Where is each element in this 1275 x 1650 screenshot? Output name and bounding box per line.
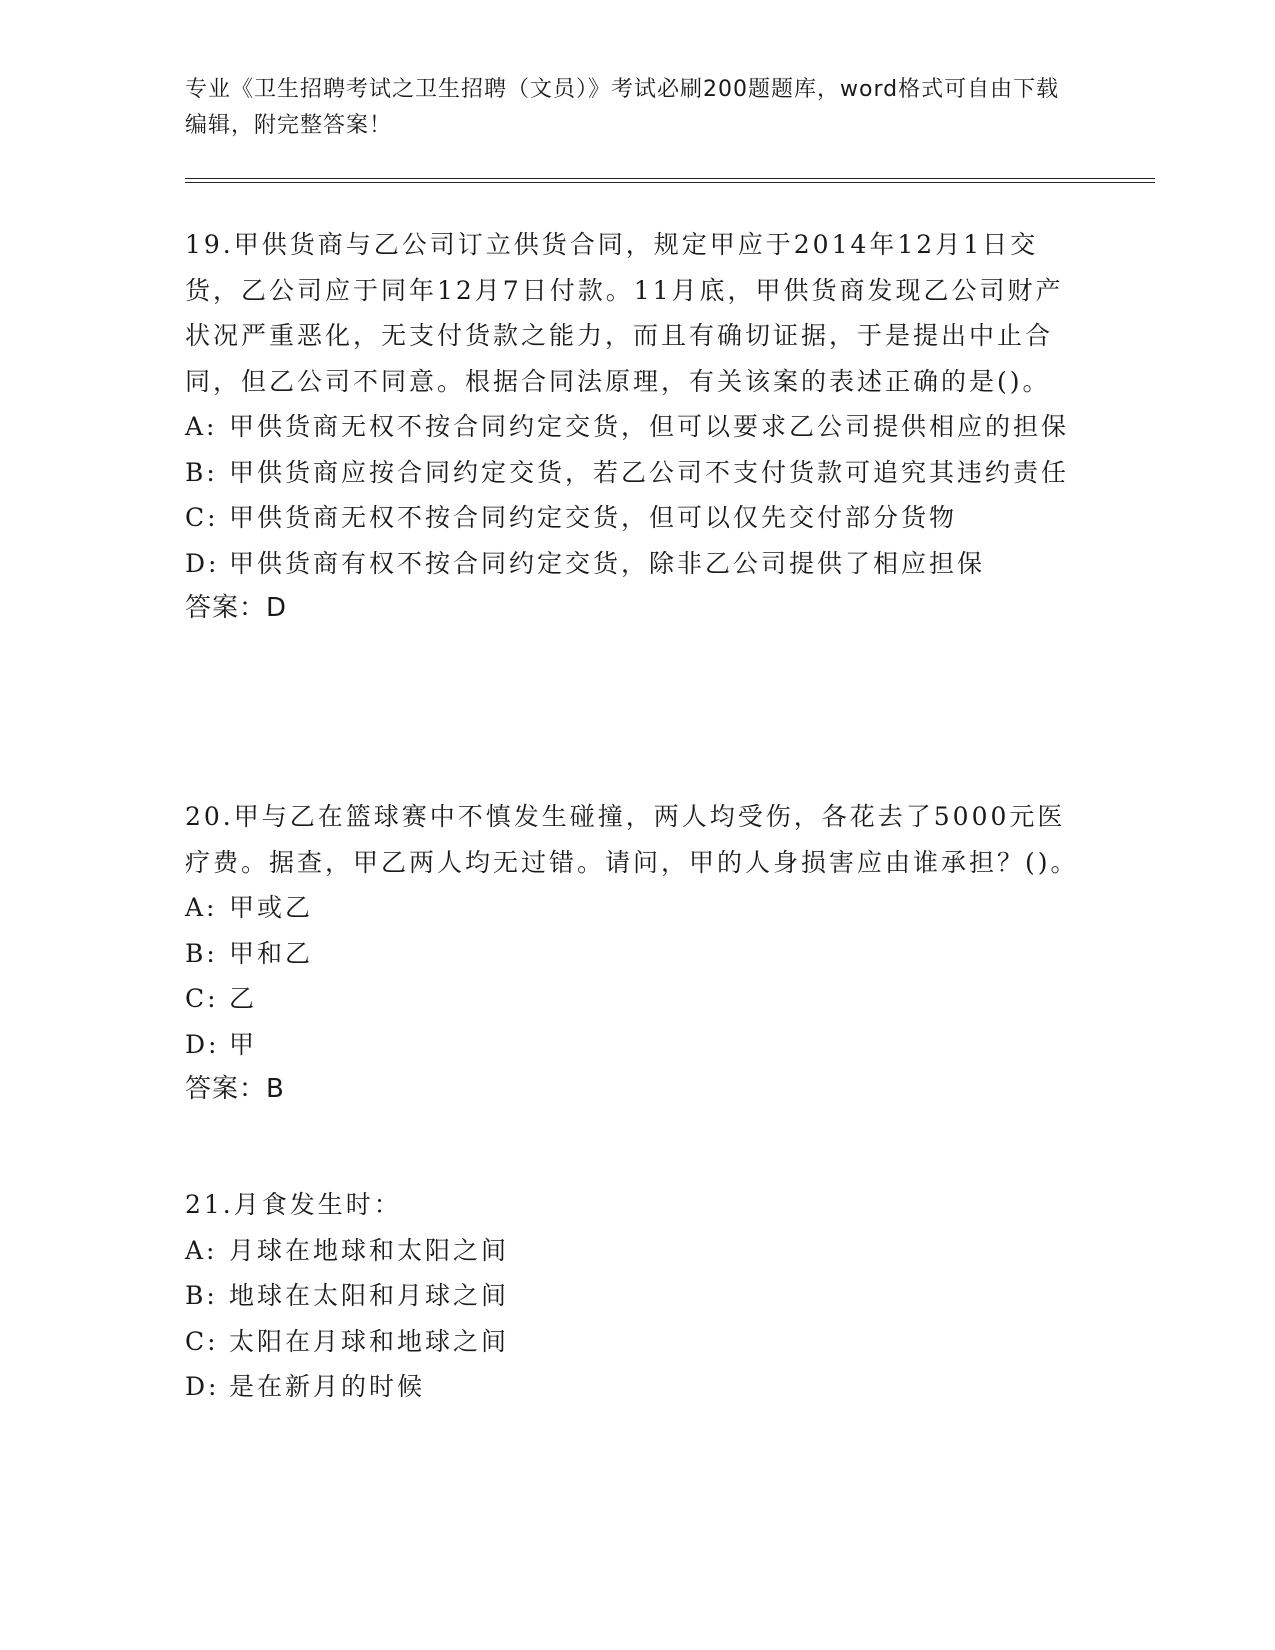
option-letter: A: — [185, 412, 218, 441]
option-text: 甲供货商无权不按合同约定交货，但可以要求乙公司提供相应的担保 — [229, 412, 1070, 441]
option-a — [185, 885, 1085, 931]
option-letter: D: — [185, 548, 220, 578]
option-d — [185, 1022, 1085, 1068]
option-letter: B: — [185, 938, 218, 968]
option-letter: A: — [185, 1235, 218, 1265]
option-text: 乙 — [229, 984, 258, 1013]
option-c — [185, 1319, 1085, 1365]
option-text: 是在新月的时候 — [229, 1372, 426, 1401]
question-20 — [185, 794, 1085, 1112]
document-page — [185, 0, 1090, 1650]
question-stem: 21.月食发生时： — [185, 1190, 402, 1219]
option-text: 甲和乙 — [229, 938, 314, 968]
option-text: 太阳在月球和地球之间 — [229, 1326, 510, 1356]
option-b — [185, 931, 1085, 977]
option-c — [185, 976, 1085, 1022]
option-text: 甲或乙 — [229, 893, 314, 922]
option-letter: B: — [185, 457, 218, 487]
option-d — [185, 541, 1085, 587]
option-letter: B: — [185, 1281, 218, 1310]
option-b — [185, 1273, 1085, 1319]
option-letter: A: — [185, 893, 218, 922]
option-a — [185, 404, 1085, 450]
option-b — [185, 450, 1085, 496]
document-header: 专业《卫生招聘考试之卫生招聘（文员）》考试必刷200题题库，word格式可自由下载编辑，附完整答案！ — [185, 77, 1060, 138]
option-letter: C: — [185, 503, 219, 532]
option-letter: C: — [185, 1326, 219, 1356]
option-d — [185, 1364, 1085, 1410]
option-text: 月球在地球和太阳之间 — [229, 1235, 510, 1265]
option-text: 甲供货商应按合同约定交货，若乙公司不支付货款可追究其违约责任 — [229, 457, 1070, 487]
option-text: 甲 — [229, 1029, 258, 1059]
option-letter: D: — [185, 1372, 220, 1401]
header-divider — [185, 178, 1155, 183]
question-21 — [185, 1182, 1085, 1410]
question-stem: 20.甲与乙在篮球赛中不慎发生碰撞，两人均受伤，各花去了5000元医疗费。据查，甲乙两人均无过错。请问，甲的人身损害应由谁承担？()。 — [185, 802, 1079, 877]
option-text: 甲供货商无权不按合同约定交货，但可以仅先交付部分货物 — [229, 503, 958, 532]
option-a — [185, 1228, 1085, 1274]
option-c — [185, 495, 1085, 541]
question-stem: 19.甲供货商与乙公司订立供货合同，规定甲应于2014年12月1日交货，乙公司应于同年12月7日付款。11月底，甲供货商发现乙公司财产状况严重恶化，无支付货款之能力，而且有确切证据，于是提出中止合同，但乙公司不同意。根据合同法原理，有关该案的表述正确的是()。 — [185, 230, 1064, 396]
answer-line: 答案：B — [185, 1074, 285, 1104]
option-text: 甲供货商有权不按合同约定交货，除非乙公司提供了相应担保 — [229, 548, 986, 578]
option-text: 地球在太阳和月球之间 — [229, 1281, 510, 1310]
question-19 — [185, 222, 1085, 631]
answer-line: 答案：D — [185, 593, 288, 623]
option-letter: C: — [185, 984, 219, 1013]
option-letter: D: — [185, 1029, 220, 1059]
